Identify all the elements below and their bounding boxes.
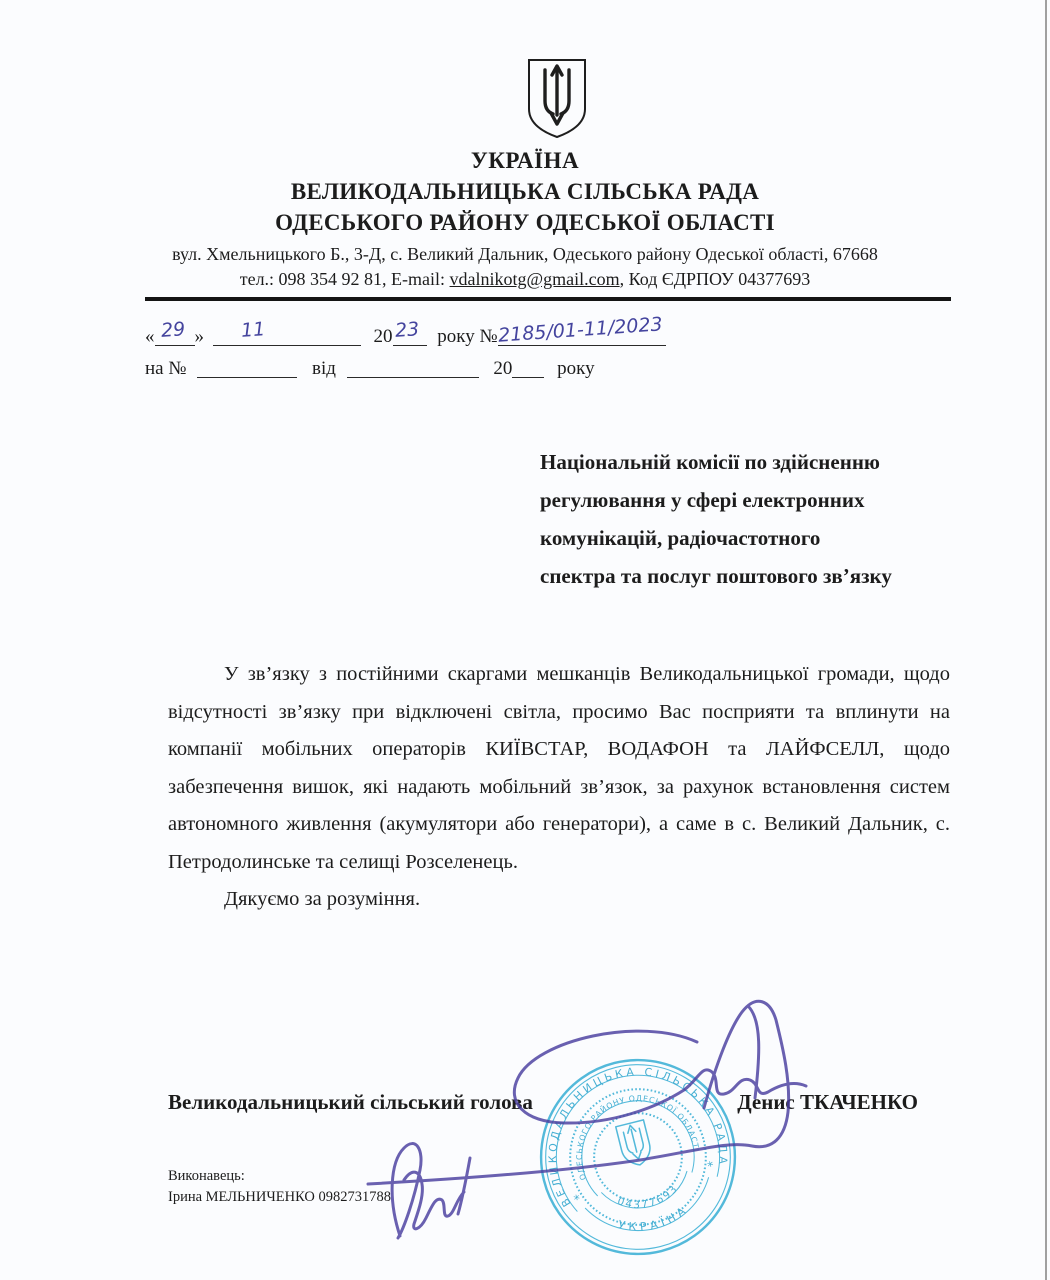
signer-name: Денис ТКАЧЕНКО <box>737 1090 918 1114</box>
reply-year-field <box>512 359 544 378</box>
close-quote: » <box>194 326 204 347</box>
country-title: УКРАЇНА <box>470 148 580 173</box>
stamp-outer-ring-text: ВЕЛИКОДАЛЬНИЦЬКА СІЛЬСЬКА РАДА <box>546 1065 730 1210</box>
signer-title: Великодальницький сільський голова <box>168 1090 533 1114</box>
head-signature-stroke <box>748 1006 759 1098</box>
letter-body <box>168 656 950 919</box>
organization-region: ОДЕСЬКОГО РАЙОНУ ОДЕСЬКОЇ ОБЛАСТІ <box>275 210 775 235</box>
addressee-block <box>540 443 970 595</box>
addressee-line: спектра та послуг поштового зв’язку <box>540 564 892 588</box>
stamp-code-text: 04377693 <box>615 1182 681 1212</box>
reply-reference-line <box>145 358 595 380</box>
ukraine-trident-emblem-icon <box>525 56 589 142</box>
letterhead-divider <box>145 297 951 301</box>
handwritten-day: 29 <box>159 318 186 342</box>
addressee-line: комунікацій, радіочастотного <box>540 526 821 550</box>
handwritten-year: 23 <box>393 318 420 342</box>
reply-number-field <box>197 359 297 378</box>
vid-label: від <box>311 358 336 379</box>
addressee-line: регулювання у сфері електронних <box>540 488 865 512</box>
date-number-line <box>145 313 666 348</box>
open-quote: « <box>145 326 155 347</box>
reply-date-field <box>347 359 479 378</box>
year-field <box>393 318 427 346</box>
executor-signature <box>392 1144 470 1238</box>
handwritten-number: 2185/01-11/2023 <box>497 313 663 347</box>
stamp-star-right: * <box>706 1158 716 1174</box>
body-paragraph: У зв’язку з постійними скаргами мешканців Великодальницької громади, щодо відсутності зв’язку при відключені світла, просимо Вас посприяти та вплинути на компанії мобільних операторів КИЇВСТАР, ВОДАФОН та ЛАЙФСЕЛЛ, щодо забезпечення вишок, які надають мобільний зв’язок, за рахунок встановлення систем автономного живлення (акумулятори або генератори), а саме в с. Великий Дальник, с. Петродолинське та селищі Розселенець. <box>168 663 950 873</box>
letterhead <box>0 146 1050 292</box>
stamp-country-text: УКРАЇНА <box>616 1202 692 1234</box>
organization-name: ВЕЛИКОДАЛЬНИЦЬКА СІЛЬСЬКА РАДА <box>290 179 760 204</box>
contact-suffix: , Код ЄДРПОУ 04377693 <box>619 269 811 289</box>
executor-label: Виконавець: <box>168 1168 245 1184</box>
stamp-inner-ring-text: ОДЕСЬКОГО РАЙОНУ ОДЕСЬКОЇ ОБЛАСТІ <box>574 1093 701 1182</box>
roku-no-label: року № <box>437 326 498 347</box>
handwritten-month: 11 <box>240 318 266 342</box>
day-field <box>155 318 195 346</box>
contact-prefix: тел.: 098 354 92 81, E-mail: <box>239 269 450 289</box>
stamp-star-left: * <box>572 1192 582 1208</box>
roku-label: року <box>557 358 595 379</box>
email-link: vdalnikotg@gmail.com <box>449 269 620 289</box>
addressee-line: Національній комісії по здійсненню <box>540 450 880 474</box>
closing-paragraph: Дякуємо за розуміння. <box>224 888 421 910</box>
year2-printed: 20 <box>493 358 513 379</box>
official-round-stamp <box>536 1055 740 1259</box>
organization-address: вул. Хмельницького Б., 3-Д, с. Великий Дальник, Одеського району Одеської області, 67668 <box>172 244 878 264</box>
na-label: на № <box>145 358 187 379</box>
number-field <box>497 313 666 347</box>
year-printed: 20 <box>373 326 393 347</box>
month-field <box>213 318 361 346</box>
executor-name: Ірина МЕЛЬНИЧЕНКО 0982731788 <box>168 1189 391 1205</box>
organization-contacts <box>0 267 1050 292</box>
executor-block <box>168 1166 391 1208</box>
